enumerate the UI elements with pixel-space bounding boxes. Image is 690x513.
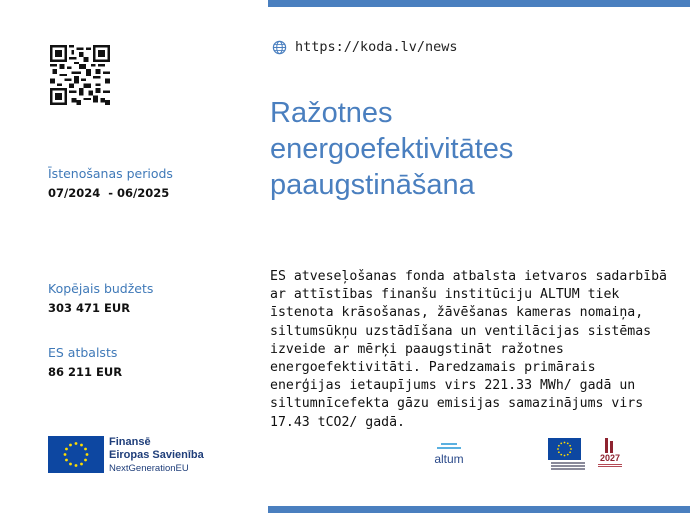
description-line: īstenota krāsošanas, žāvēšanas kameras nomaiņa, (270, 305, 644, 321)
description-line: izveide ar mērķi paaugstināt ražotnes (270, 341, 564, 357)
emblem-caption (596, 464, 624, 467)
eu-star (557, 448, 559, 450)
eu-star (560, 454, 562, 456)
eu-star (69, 444, 72, 447)
eu-funding-logo (48, 436, 204, 475)
eu-star (558, 445, 560, 447)
website-url[interactable]: https://koda.lv/news (295, 39, 458, 55)
eu-star (564, 442, 566, 444)
eu-flag-icon (48, 436, 104, 473)
budget-label: Kopējais budžets (48, 281, 154, 296)
emblem-year: 2027 (599, 453, 621, 463)
page-title (270, 95, 670, 203)
eu-star (569, 451, 571, 453)
eu-funding-label: ES atbalsts (48, 345, 118, 360)
eu-star (567, 454, 569, 456)
budget-value: 303 471 EUR (48, 301, 131, 315)
eu-funding-value: 86 211 EUR (48, 365, 123, 379)
qr-code-icon (50, 45, 110, 105)
eu-star (560, 442, 562, 444)
eu-star (80, 444, 83, 447)
altum-logo-text: altum (434, 452, 464, 466)
small-eu-caption (548, 462, 588, 470)
eu-star (65, 448, 68, 451)
altum-mark-icon (427, 442, 471, 452)
description-line: enerģijas ietaupījums virs 221.33 MWh/ gadā un (270, 378, 636, 394)
title-line: paaugstināšana (270, 169, 475, 201)
description-line: ar attīstības finanšu institūciju ALTUM tiek (270, 287, 620, 303)
project-description (270, 268, 670, 432)
description-line: siltumnīcefekta gāzu emisijas samazinājums virs (270, 396, 644, 412)
globe-icon (272, 40, 287, 55)
website-row (272, 39, 458, 55)
bottom-accent-bar (268, 506, 690, 513)
description-line: ES atveseļošanas fonda atbalsta ietvaros sadarbībā (270, 269, 667, 284)
eu-star (75, 464, 78, 467)
eu-star (567, 442, 569, 444)
description-line: energoefektivitāti. Paredzamais primārais (270, 360, 596, 376)
eu-star (69, 463, 72, 466)
eu-star (564, 455, 566, 457)
small-eu-logo (548, 438, 588, 471)
eu-logo-line1: Finansē (109, 436, 151, 448)
eu-star (80, 463, 83, 466)
description-line: 17.43 tCO2/ gadā. (270, 414, 405, 430)
eu-star (65, 459, 68, 462)
eu-star (84, 459, 87, 462)
eu-star (84, 448, 87, 451)
eu-star (570, 448, 572, 450)
eu-logo-line3: NextGenerationEU (109, 463, 189, 475)
eu-star (64, 453, 67, 456)
altum-logo (427, 442, 471, 466)
eu-star (86, 453, 89, 456)
title-line: energoefektivitātes (270, 133, 514, 165)
eu-logo-line2: Eiropas Savienība (109, 449, 204, 462)
eu-star (558, 451, 560, 453)
description-line: siltumsūkņu uzstādīšana un ventilācijas sistēmas (270, 323, 652, 339)
title-line: Ražotnes (270, 97, 393, 129)
emblem-logo (596, 437, 624, 468)
emblem-bars-icon (600, 437, 620, 453)
top-accent-bar (268, 0, 690, 7)
eu-flag-small-icon (548, 438, 581, 460)
period-label: Īstenošanas periods (48, 166, 173, 181)
period-value: 07/2024 - 06/2025 (48, 186, 170, 200)
eu-star (569, 445, 571, 447)
eu-star (75, 442, 78, 445)
